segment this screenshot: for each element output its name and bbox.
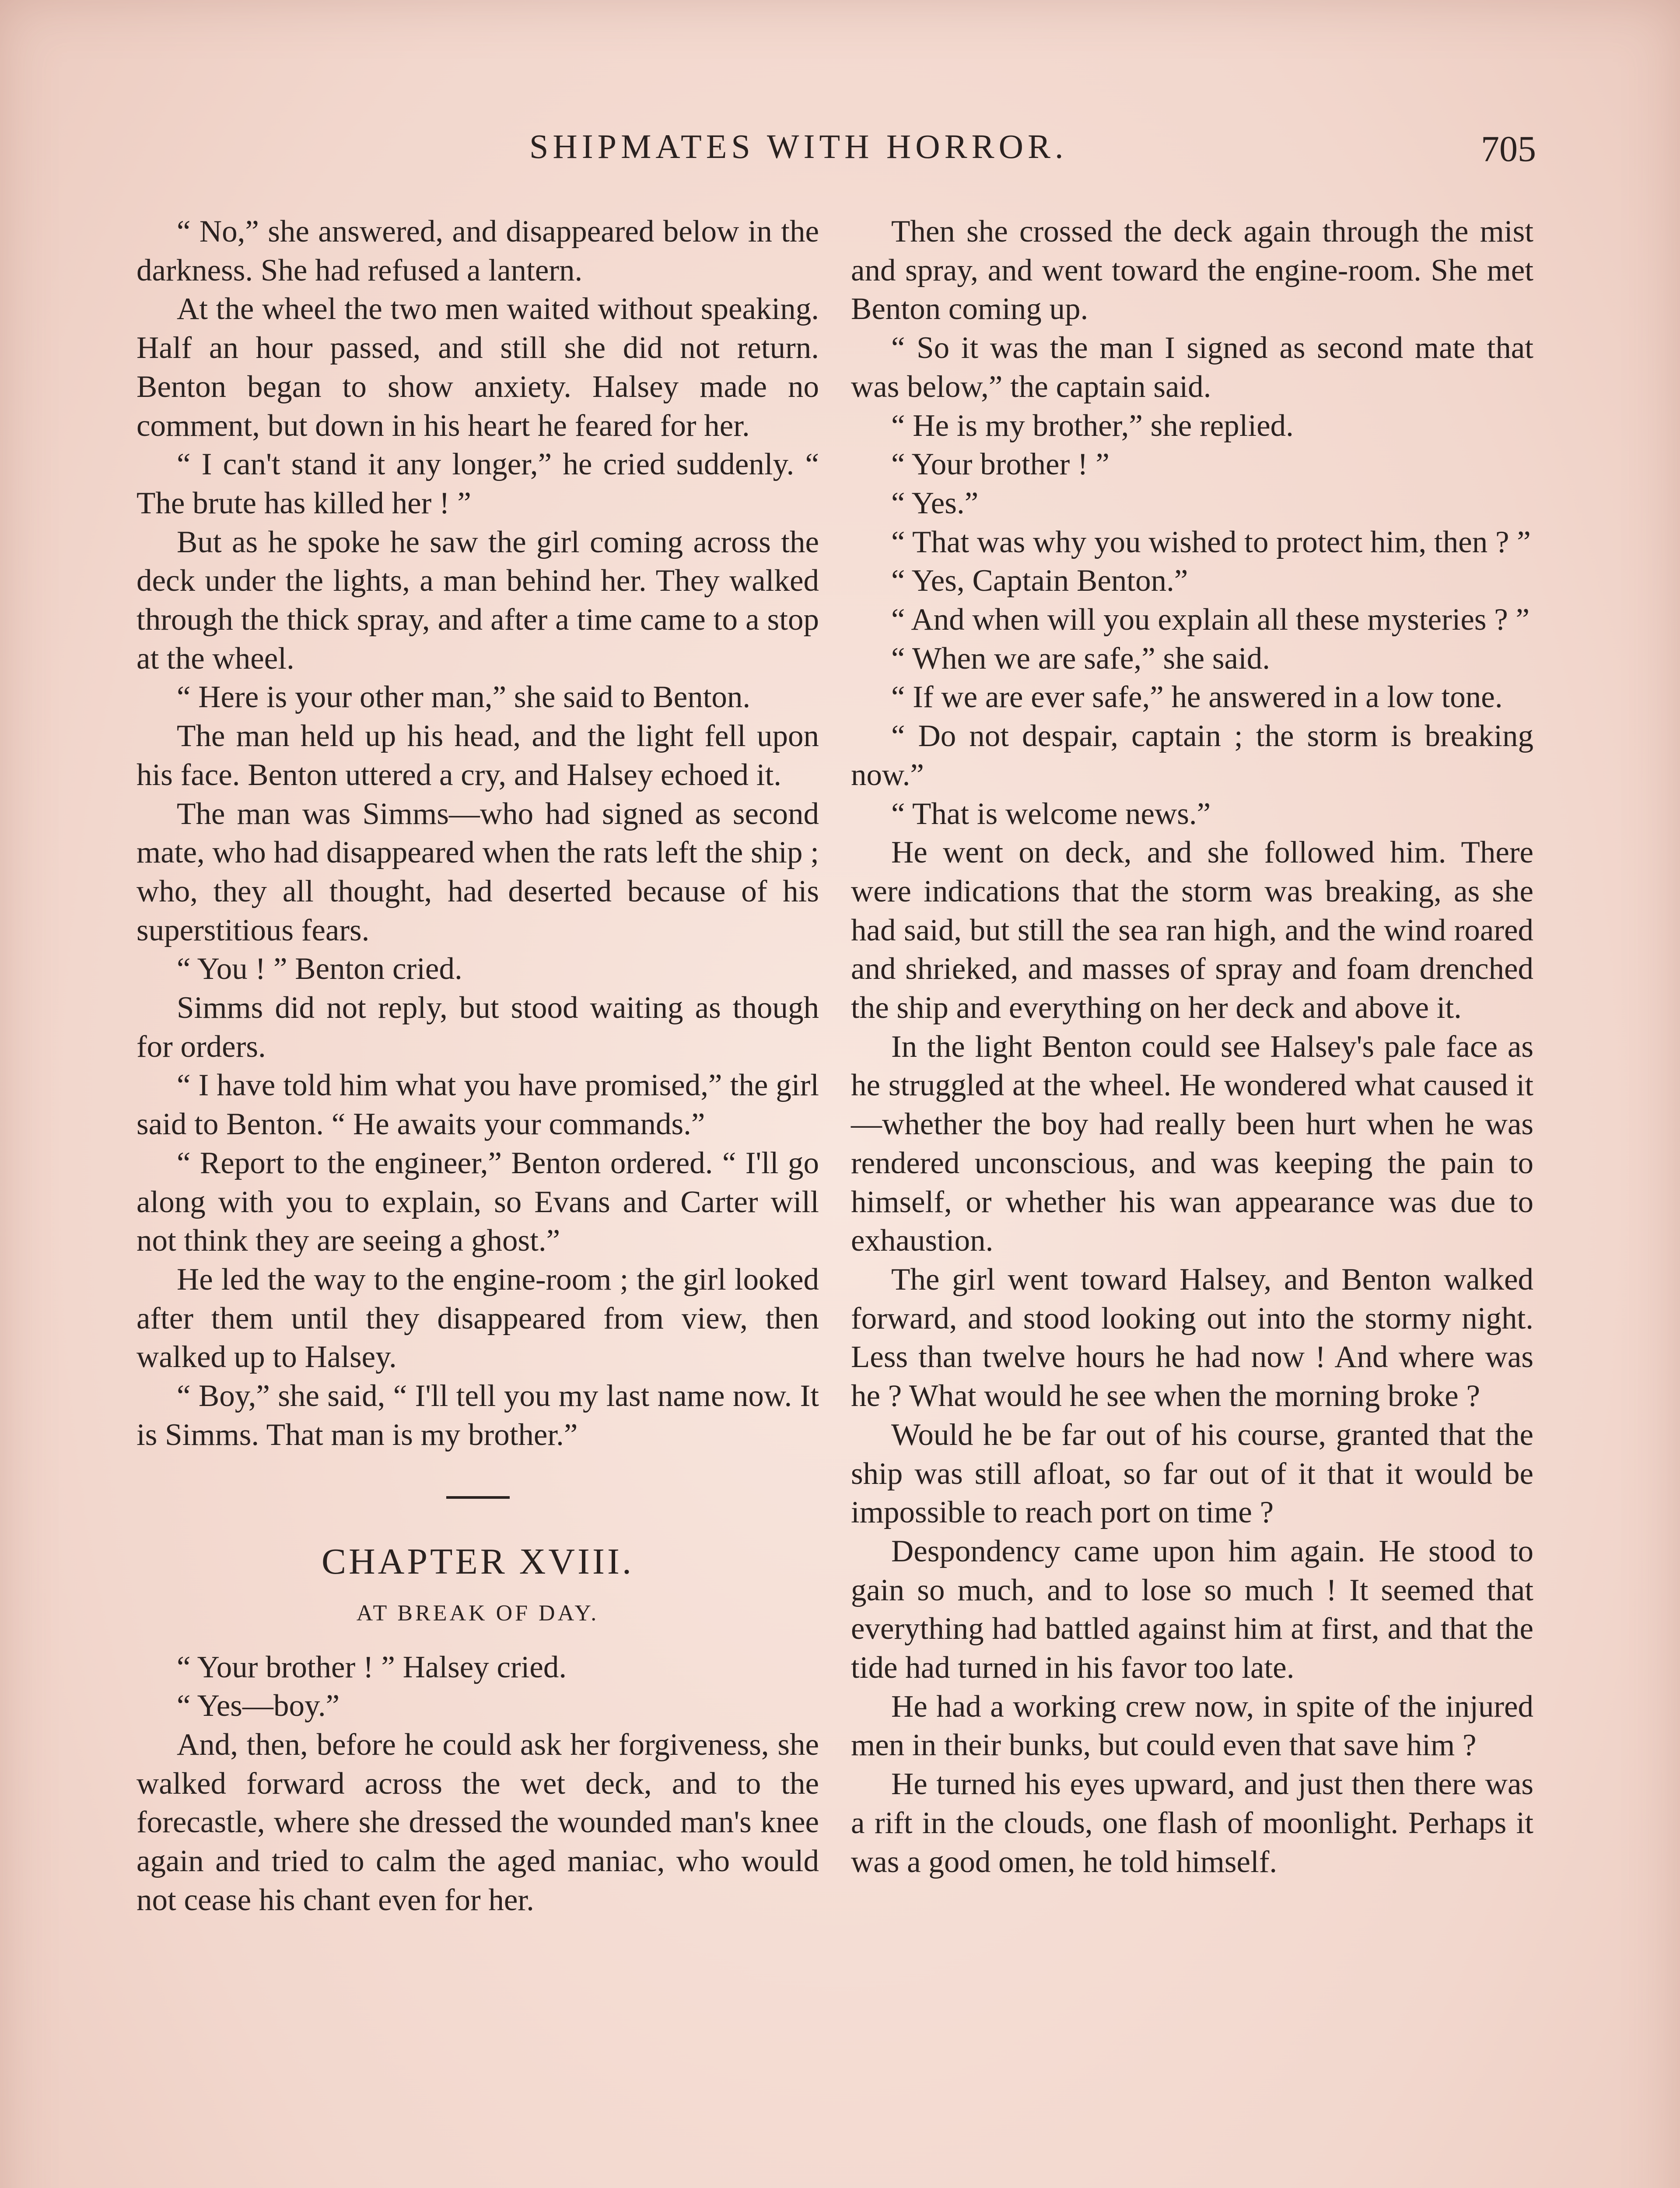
paragraph: At the wheel the two men waited without speaking. Half an hour passed, and still she did not return. Benton began to show anxiety. Halsey made no comment, but down in his heart he feared for her. [136,292,819,443]
left-column [136,212,819,1919]
paragraph: Despondency came upon him again. He stood to gain so much, and to lose so much ! It seemed that everything had battled against him at first, and that the tide had turned in his favor too late. [851,1534,1533,1685]
paragraph: The man held up his head, and the light fell upon his face. Benton uttered a cry, and Halsey echoed it. [136,719,819,792]
paragraph: In the light Benton could see Halsey's pale face as he struggled at the wheel. He wondered what caused it—whether the boy had really been hurt when he was rendered unconscious, and was keeping the pain to himself, or whether his wan appearance was due to exhaustion. [851,1029,1533,1258]
paragraph: “ When we are safe,” she said. [891,641,1270,676]
paragraph: “ That is welcome news.” [891,796,1211,831]
paragraph: He went on deck, and she followed him. There were indications that the storm was breaking, as she had said, but still the sea ran high, and the wind roared and shrieked, and masses of spray and foam drenched the ship and everything on her deck and above it. [851,835,1533,1025]
paragraph: “ I have told him what you have promised,” the girl said to Benton. “ He awaits your commands.” [136,1068,819,1142]
paragraph: “ If we are ever safe,” he answered in a low tone. [891,680,1503,715]
paragraph: He turned his eyes upward, and just then there was a rift in the clouds, one flash of moonlight. Perhaps it was a good omen, he told himself. [851,1767,1533,1879]
section-divider [446,1496,510,1499]
paragraph: “ Do not despair, captain ; the storm is breaking now.” [851,719,1533,792]
paragraph: “ Here is your other man,” she said to Benton. [177,680,751,715]
paragraph: “ Yes, Captain Benton.” [891,564,1188,598]
paragraph: “ So it was the man I signed as second mate that was below,” the captain said. [851,331,1533,404]
paragraph: The girl went toward Halsey, and Benton walked forward, and stood looking out into the stormy night. Less than twelve hours he had now ! And where was he ? What would he see when the morning broke ? [851,1262,1533,1413]
paragraph: “ Yes—boy.” [177,1689,340,1723]
paragraph: Then she crossed the deck again through the mist and spray, and went toward the engine-room. She met Benton coming up. [851,214,1533,326]
paragraph: “ And when will you explain all these mysteries ? ” [891,603,1530,637]
paragraph: “ Boy,” she said, “ I'll tell you my last name now. It is Simms. That man is my brother.” [136,1379,819,1452]
paragraph: He had a working crew now, in spite of the injured men in their bunks, but could even that save him ? [851,1689,1533,1763]
paragraph: “ Your brother ! ” Halsey cried. [177,1650,567,1684]
paragraph: “ You ! ” Benton cried. [177,952,462,986]
paragraph: “ Report to the engineer,” Benton ordered. “ I'll go along with you to explain, so Evans and Carter will not think they are seeing a ghost.” [136,1146,819,1258]
page-number: 705 [1481,129,1536,169]
paragraph: Simms did not reply, but stood waiting as though for orders. [136,991,819,1064]
paragraph: “ Your brother ! ” [891,447,1110,482]
paragraph: “ No,” she answered, and disappeared below in the darkness. She had refused a lantern. [136,214,819,288]
paragraph: “ Yes.” [891,486,979,520]
right-column [851,212,1533,1881]
paragraph: And, then, before he could ask her forgiveness, she walked forward across the wet deck, and to the forecastle, where she dressed the wounded man's knee again and tried to calm the aged maniac, who would not cease his chant even for her. [136,1727,819,1917]
paragraph: But as he spoke he saw the girl coming across the deck under the lights, a man behind her. They walked through the thick spray, and after a time came to a stop at the wheel. [136,525,819,676]
paragraph: The man was Simms—who had signed as second mate, who had disappeared when the rats left the ship ; who, they all thought, had deserted because of his superstitious fears. [136,796,819,947]
chapter-title: CHAPTER XVIII. [322,1541,634,1582]
paragraph: “ That was why you wished to protect him, then ? ” [891,525,1531,559]
running-title: SHIPMATES WITH HORROR. [529,127,1068,165]
chapter-subtitle: AT BREAK OF DAY. [356,1600,599,1626]
paragraph: Would he be far out of his course, granted that the ship was still afloat, so far out of it that it would be impossible to reach port on time ? [851,1417,1533,1530]
paragraph: “ He is my brother,” she replied. [891,408,1294,443]
paragraph: He led the way to the engine-room ; the girl looked after them until they disappeared from view, then walked up to Halsey. [136,1262,819,1375]
paragraph: “ I can't stand it any longer,” he cried suddenly. “ The brute has killed her ! ” [136,447,819,520]
